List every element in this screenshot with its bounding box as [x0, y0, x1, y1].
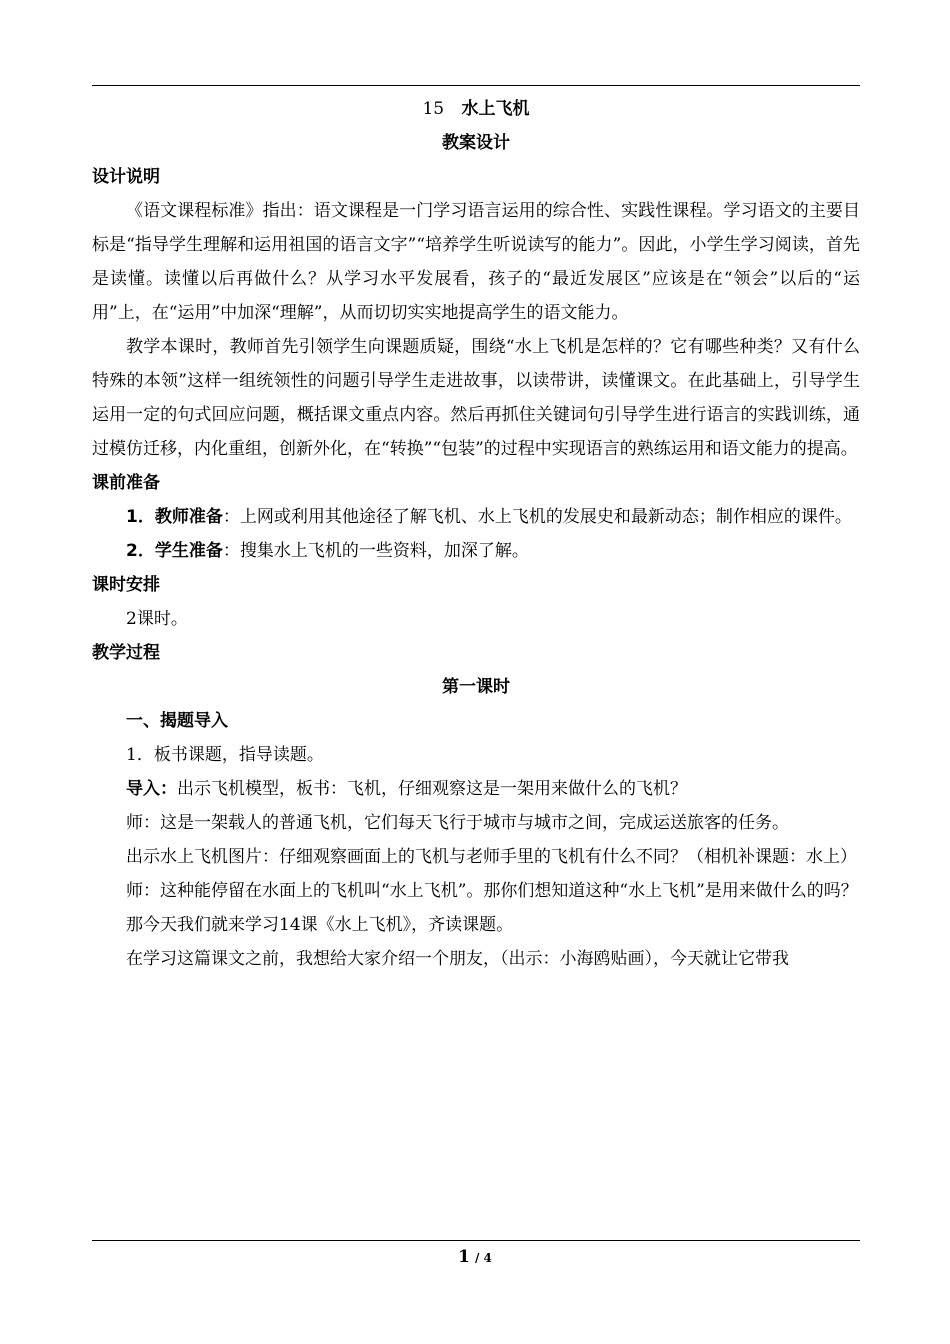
process-paragraph-5: 在学习这篇课文之前，我想给大家介绍一个朋友，（出示：小海鸥贴画），今天就让它带我	[126, 949, 789, 969]
process-intro-lead: 导入：	[126, 779, 177, 799]
total-pages: / 4	[475, 1251, 492, 1265]
process-step-1: 1．板书课题，指导读题。	[126, 745, 324, 765]
part-heading: 一、揭题导入	[126, 711, 228, 731]
lesson-title	[92, 92, 860, 126]
document-body	[92, 92, 860, 976]
schedule-text: 2课时。	[126, 609, 188, 629]
process-paragraph-3: 师：这种能停留在水面上的飞机叫“水上飞机”。那你们想知道这种“水上飞机”是用来做什么的吗？	[126, 881, 858, 901]
process-intro	[92, 772, 860, 806]
section-heading-schedule: 课时安排	[92, 575, 160, 595]
page-number	[0, 1247, 950, 1267]
period-title: 第一课时	[442, 677, 510, 697]
preparation-item-lead: 2．学生准备	[126, 541, 223, 561]
section-heading-process: 教学过程	[92, 643, 160, 663]
section-heading-design-note: 设计说明	[92, 167, 160, 187]
header-rule	[92, 85, 860, 86]
current-page: 1	[458, 1247, 470, 1267]
process-paragraph-4: 那今天我们就来学习14课《水上飞机》，齐读课题。	[126, 915, 514, 935]
preparation-item-student	[92, 534, 860, 568]
document-subtitle: 教案设计	[442, 133, 510, 153]
preparation-item-text: ：搜集水上飞机的一些资料，加深了解。	[222, 541, 529, 561]
lesson-number: 15	[422, 99, 445, 119]
design-note-paragraph-2: 教学本课时，教师首先引领学生向课题质疑，围绕“水上飞机是怎样的？它有哪些种类？又有什么特殊的本领”这样一组统领性的问题引导学生走进故事，以读带讲，读懂课文。在此基础上，引导学生运用一定的句式回应问题，概括课文重点内容。然后再抓住关键词句引导学生进行语言的实践训练，通过模仿迁移，内化重组，创新外化，在“转换”“包装”的过程中实现语言的熟练运用和语文能力的提高。	[92, 337, 860, 459]
process-paragraph-1: 师：这是一架载人的普通飞机，它们每天飞行于城市与城市之间，完成运送旅客的任务。	[126, 813, 789, 833]
preparation-item-lead: 1．教师准备	[126, 507, 223, 527]
preparation-item-text: ：上网或利用其他途径了解飞机、水上飞机的发展史和最新动态；制作相应的课件。	[222, 507, 852, 527]
process-paragraph-2: 出示水上飞机图片：仔细观察画面上的飞机与老师手里的飞机有什么不同？（相机补课题：水上）	[126, 847, 857, 867]
lesson-name: 水上飞机	[461, 99, 530, 119]
section-heading-preparation: 课前准备	[92, 473, 160, 493]
preparation-item-teacher	[92, 500, 860, 534]
design-note-paragraph-1: 《语文课程标准》指出：语文课程是一门学习语言运用的综合性、实践性课程。学习语文的主要目标是“指导学生理解和运用祖国的语言文字”“培养学生听说读写的能力”。因此，小学生学习阅读，首先是读懂。读懂以后再做什么？从学习水平发展看，孩子的“最近发展区”应该是在“领会”以后的“运用”上，在“运用”中加深“理解”，从而切切实实地提高学生的语文能力。	[92, 201, 860, 323]
footer-rule	[92, 1240, 860, 1241]
process-intro-text: 出示飞机模型，板书：飞机，仔细观察这是一架用来做什么的飞机？	[177, 779, 687, 799]
